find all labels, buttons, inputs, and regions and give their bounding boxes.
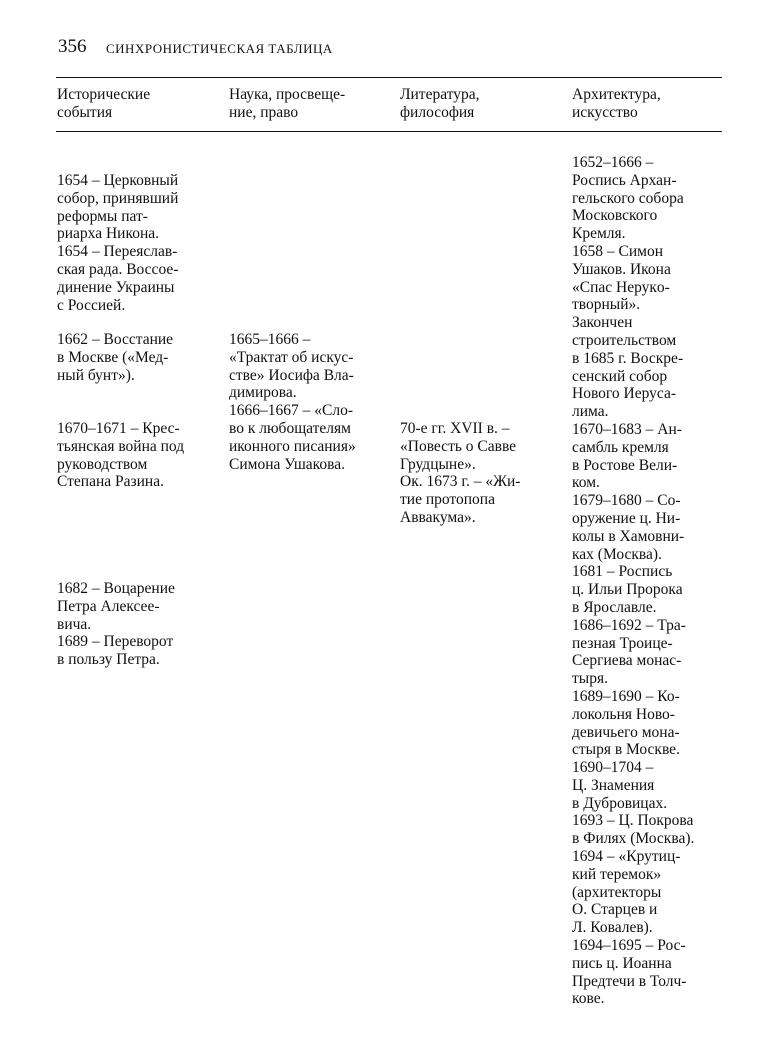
history-entry-1654: 1654 – Церковный собор, принявший реформы пат- риарха Никона. 1654 – Переяслав- ская рада. Воссое- динение Украины с Россией.: [57, 172, 179, 314]
table-top-rule: [56, 77, 722, 78]
table-header-rule: [56, 131, 722, 132]
literature-entry-70s: 70-е гг. XVII в. – «Повесть о Савве Грудцыне». Ок. 1673 г. – «Жи- тие протопопа Аввакума».: [400, 420, 521, 526]
art-entries: 1652–1666 – Роспись Архан- гельского собора Московского Кремля. 1658 – Симон Ушаков. Икона «Спас Нерукo- творный». Закончен строительством в 1685 г. Воскре- сенский собор Нового Иеруса- лима. 1670–1683 – Ан- самбль кремля в Ростове Вели- ком. 1679–1680 – Со- оружение ц. Ни- колы в Хамовни- ках (Москва). 1681 – Роспись ц. Ильи Пророка в Ярославле. 1686–1692 – Тра- пезная Троице- Сергиева монас- тыря. 1689–1690 – Ко- локольня Ново- девичьего мона- стыря в Москве. 1690–1704 – Ц. Знамения в Дубровицах. 1693 – Ц. Покрова в Филях (Москва). 1694 – «Крутиц- кий теремок» (архитекторы О. Старцев и Л. Ковалев). 1694–1695 – Рос- пись ц. Иоанна Предтечи в Толч- кове.: [572, 154, 695, 1008]
page-number: 356: [58, 36, 87, 57]
history-entry-1670: 1670–1671 – Крес- тьянская война под руководством Степана Разина.: [57, 420, 185, 491]
science-entry-1665: 1665–1666 – «Трактат об искус- стве» Иосифа Вла- димирова. 1666–1667 – «Сло- во к любощателям иконного писания» Симона Ушакова.: [229, 331, 356, 473]
column-header-art: Архитектура, искусство: [572, 86, 661, 121]
history-entry-1662: 1662 – Восстание в Москве («Мед- ный бунт»).: [57, 331, 174, 384]
history-entry-1682: 1682 – Воцарение Петра Алексее- вича. 1689 – Переворот в пользу Петра.: [57, 580, 175, 669]
column-header-science: Наука, просвеще- ние, право: [229, 86, 346, 121]
running-head: СИНХРОНИСТИЧЕСКАЯ ТАБЛИЦА: [106, 41, 333, 56]
column-header-history: Исторические события: [57, 86, 151, 121]
column-header-literature: Литература, философия: [400, 86, 480, 121]
